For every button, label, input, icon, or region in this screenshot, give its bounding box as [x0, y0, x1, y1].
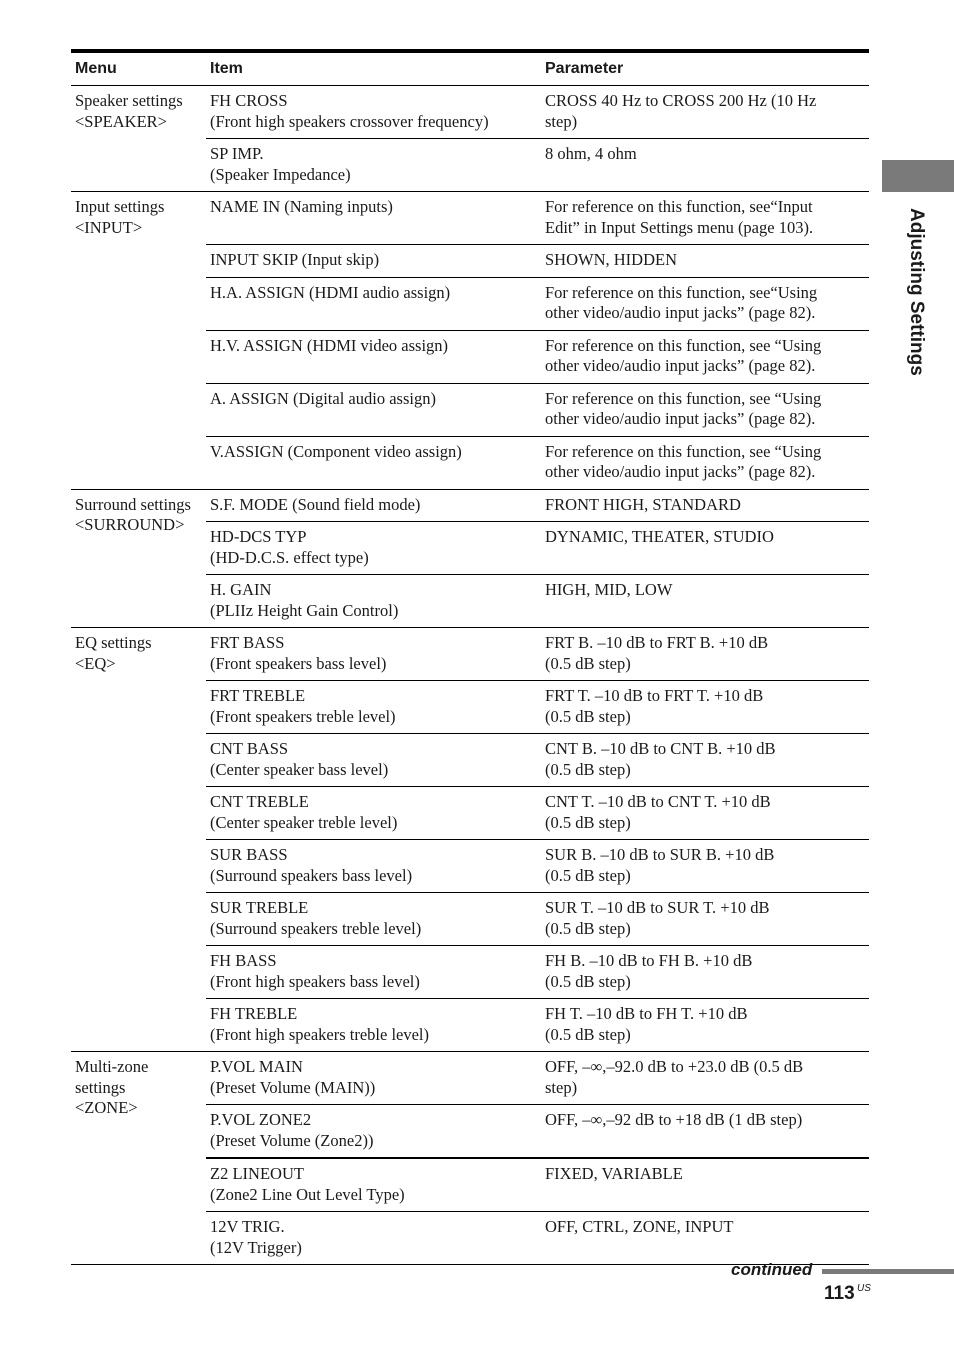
item-cell: [206, 999, 541, 1052]
menu-text: <SPEAKER>: [75, 111, 167, 131]
item-text: SUR BASS: [210, 845, 288, 864]
item-cell: [206, 1158, 541, 1212]
parameter-text: FRT B. –10 dB to FRT B. +10 dB: [545, 633, 769, 652]
header-item: Item: [206, 51, 541, 86]
menu-text: Input settings: [75, 197, 165, 216]
parameter-cell: [541, 840, 869, 893]
item-text: A. ASSIGN (Digital audio assign): [210, 388, 436, 408]
parameter-cell: [541, 1212, 869, 1265]
parameter-cell: [541, 999, 869, 1052]
parameter-text: (0.5 dB step): [545, 971, 631, 991]
parameter-text: other video/audio input jacks” (page 82).: [545, 409, 816, 428]
header-parameter: Parameter: [541, 51, 869, 86]
item-text: INPUT SKIP (Input skip): [210, 250, 380, 269]
parameter-text: CROSS 40 Hz to CROSS 200 Hz (10 Hz: [545, 91, 817, 110]
parameter-cell: [541, 946, 869, 999]
parameter-cell: [541, 1052, 869, 1105]
item-text: (12V Trigger): [210, 1237, 302, 1257]
page-number: 113: [824, 1283, 855, 1304]
parameter-text: (0.5 dB step): [545, 653, 631, 673]
settings-table-container: [71, 49, 869, 1265]
item-text: SUR TREBLE: [210, 898, 309, 917]
item-text: SP IMP.: [210, 144, 264, 163]
item-text: P.VOL MAIN: [210, 1057, 303, 1076]
section-side-label: [903, 208, 933, 398]
item-cell: [206, 575, 541, 628]
table-row: [71, 192, 869, 245]
parameter-cell: [541, 575, 869, 628]
item-text: (Front high speakers crossover frequency): [210, 111, 489, 131]
item-text: (Front speakers treble level): [210, 706, 396, 726]
menu-text: Multi-zone: [75, 1057, 149, 1076]
item-cell: [206, 1105, 541, 1159]
parameter-text: other video/audio input jacks” (page 82).: [545, 356, 816, 375]
table-row: [71, 86, 869, 139]
parameter-cell: [541, 86, 869, 139]
item-cell: [206, 489, 541, 522]
item-cell: [206, 277, 541, 330]
item-text: HD-DCS TYP: [210, 527, 307, 546]
item-text: H. GAIN: [210, 580, 272, 599]
menu-cell: [71, 628, 206, 1052]
item-text: (Zone2 Line Out Level Type): [210, 1184, 405, 1204]
parameter-text: step): [545, 1077, 578, 1097]
parameter-text: other video/audio input jacks” (page 82).: [545, 462, 816, 481]
parameter-text: For reference on this function, see “Using: [545, 335, 822, 355]
parameter-text: other video/audio input jacks” (page 82).: [545, 303, 816, 322]
item-text: FH CROSS: [210, 91, 288, 110]
item-text: H.V. ASSIGN (HDMI video assign): [210, 335, 449, 355]
menu-text: <INPUT>: [75, 217, 143, 237]
parameter-text: 8 ohm, 4 ohm: [545, 144, 637, 163]
parameter-text: FRT T. –10 dB to FRT T. +10 dB: [545, 686, 764, 705]
item-text: S.F. MODE (Sound field mode): [210, 494, 421, 514]
item-text: P.VOL ZONE2: [210, 1110, 312, 1129]
item-text: 12V TRIG.: [210, 1217, 285, 1236]
parameter-cell: [541, 681, 869, 734]
item-text: (Speaker Impedance): [210, 164, 351, 184]
item-cell: [206, 330, 541, 383]
menu-text: <EQ>: [75, 653, 116, 673]
continued-label: continued: [731, 1260, 813, 1279]
menu-text: <ZONE>: [75, 1098, 138, 1117]
parameter-cell: [541, 628, 869, 681]
item-cell: [206, 1212, 541, 1265]
item-cell: [206, 245, 541, 278]
item-cell: [206, 86, 541, 139]
table-row: [71, 489, 869, 522]
item-text: (Front high speakers treble level): [210, 1024, 430, 1044]
menu-text: Speaker settings: [75, 91, 183, 110]
menu-text: EQ settings: [75, 633, 152, 652]
table-body: [71, 86, 869, 1265]
item-text: (Front speakers bass level): [210, 653, 387, 673]
item-text: NAME IN (Naming inputs): [210, 197, 393, 216]
page-region-suffix: US: [857, 1283, 871, 1294]
section-side-label-text: Adjusting Settings: [906, 208, 927, 376]
parameter-text: OFF, –∞,–92.0 dB to +23.0 dB (0.5 dB: [545, 1057, 804, 1076]
item-cell: [206, 192, 541, 245]
menu-cell: [71, 1052, 206, 1265]
parameter-text: FRONT HIGH, STANDARD: [545, 494, 741, 514]
settings-table: [71, 49, 869, 1265]
parameter-text: (0.5 dB step): [545, 706, 631, 726]
parameter-text: SHOWN, HIDDEN: [545, 250, 677, 269]
parameter-text: (0.5 dB step): [545, 812, 631, 832]
item-text: (Center speaker bass level): [210, 759, 389, 779]
parameter-cell: [541, 192, 869, 245]
parameter-cell: [541, 383, 869, 436]
parameter-cell: [541, 245, 869, 278]
item-text: FH BASS: [210, 951, 277, 970]
item-cell: [206, 628, 541, 681]
parameter-text: OFF, CTRL, ZONE, INPUT: [545, 1217, 734, 1236]
parameter-text: HIGH, MID, LOW: [545, 580, 673, 599]
item-text: CNT TREBLE: [210, 792, 309, 811]
parameter-text: FH T. –10 dB to FH T. +10 dB: [545, 1004, 748, 1023]
parameter-text: For reference on this function, see “Using: [545, 441, 822, 461]
table-row: [71, 1052, 869, 1105]
parameter-cell: [541, 1158, 869, 1212]
item-cell: [206, 436, 541, 489]
item-cell: [206, 787, 541, 840]
item-cell: [206, 383, 541, 436]
item-text: (Preset Volume (MAIN)): [210, 1077, 376, 1097]
menu-text: settings: [75, 1077, 126, 1097]
item-cell: [206, 1052, 541, 1105]
parameter-cell: [541, 787, 869, 840]
parameter-text: For reference on this function, see“Using: [545, 282, 818, 302]
menu-cell: [71, 192, 206, 490]
parameter-text: CNT B. –10 dB to CNT B. +10 dB: [545, 739, 776, 758]
item-cell: [206, 522, 541, 575]
item-text: (Preset Volume (Zone2)): [210, 1130, 374, 1150]
item-text: (Surround speakers treble level): [210, 918, 422, 938]
item-text: (PLIIz Height Gain Control): [210, 600, 399, 620]
item-cell: [206, 681, 541, 734]
parameter-cell: [541, 139, 869, 192]
menu-text: Surround settings: [75, 494, 191, 514]
item-text: Z2 LINEOUT: [210, 1164, 304, 1183]
parameter-text: CNT T. –10 dB to CNT T. +10 dB: [545, 792, 771, 811]
parameter-text: (0.5 dB step): [545, 1024, 631, 1044]
parameter-text: Edit” in Input Settings menu (page 103).: [545, 217, 814, 237]
continued-bar: [822, 1269, 954, 1274]
item-text: (Front high speakers bass level): [210, 971, 420, 991]
item-text: CNT BASS: [210, 739, 289, 758]
item-text: FRT BASS: [210, 633, 285, 652]
menu-text: <SURROUND>: [75, 515, 185, 534]
parameter-text: OFF, –∞,–92 dB to +18 dB (1 dB step): [545, 1110, 803, 1129]
parameter-text: (0.5 dB step): [545, 918, 631, 938]
parameter-cell: [541, 1105, 869, 1159]
parameter-text: FH B. –10 dB to FH B. +10 dB: [545, 951, 753, 970]
item-text: FRT TREBLE: [210, 686, 306, 705]
section-tab-marker: [882, 160, 954, 192]
parameter-cell: [541, 489, 869, 522]
item-text: V.ASSIGN (Component video assign): [210, 441, 462, 461]
parameter-cell: [541, 893, 869, 946]
parameter-text: SUR T. –10 dB to SUR T. +10 dB: [545, 898, 770, 917]
item-cell: [206, 734, 541, 787]
parameter-text: DYNAMIC, THEATER, STUDIO: [545, 527, 774, 546]
item-text: FH TREBLE: [210, 1004, 298, 1023]
parameter-text: (0.5 dB step): [545, 865, 631, 885]
item-text: H.A. ASSIGN (HDMI audio assign): [210, 282, 451, 302]
parameter-text: FIXED, VARIABLE: [545, 1164, 683, 1183]
header-menu: Menu: [71, 51, 206, 86]
item-text: (Surround speakers bass level): [210, 865, 413, 885]
item-cell: [206, 946, 541, 999]
parameter-text: (0.5 dB step): [545, 759, 631, 779]
parameter-text: SUR B. –10 dB to SUR B. +10 dB: [545, 845, 775, 864]
parameter-cell: [541, 436, 869, 489]
parameter-text: step): [545, 111, 578, 131]
parameter-cell: [541, 330, 869, 383]
menu-cell: [71, 86, 206, 192]
item-text: (Center speaker treble level): [210, 812, 398, 832]
item-cell: [206, 139, 541, 192]
parameter-cell: [541, 277, 869, 330]
parameter-cell: [541, 734, 869, 787]
parameter-text: For reference on this function, see“Input: [545, 197, 813, 216]
item-text: (HD-D.C.S. effect type): [210, 547, 369, 567]
parameter-cell: [541, 522, 869, 575]
item-cell: [206, 893, 541, 946]
parameter-text: For reference on this function, see “Using: [545, 388, 822, 408]
menu-cell: [71, 489, 206, 628]
table-header-row: [71, 51, 869, 86]
item-cell: [206, 840, 541, 893]
table-row: [71, 628, 869, 681]
